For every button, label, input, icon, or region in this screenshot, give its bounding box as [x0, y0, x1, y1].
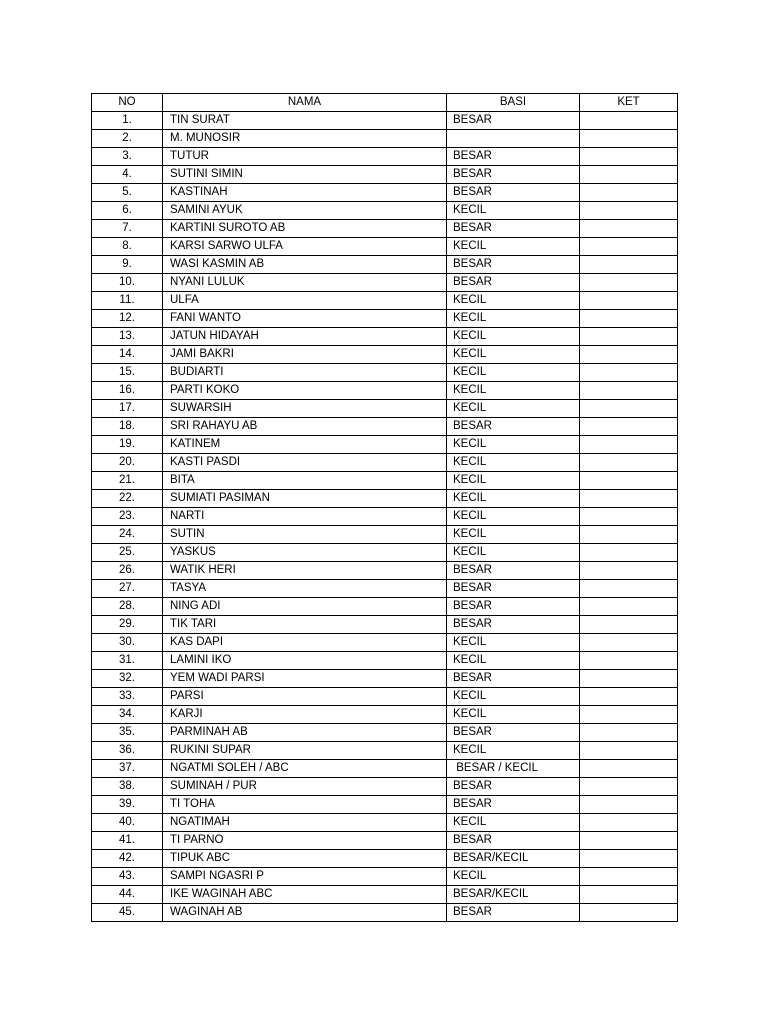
cell-ket	[580, 400, 678, 418]
cell-basi: KECIL	[447, 688, 580, 706]
cell-no: 40.	[92, 814, 163, 832]
cell-basi: KECIL	[447, 382, 580, 400]
cell-ket	[580, 850, 678, 868]
cell-no: 34.	[92, 706, 163, 724]
cell-basi: BESAR	[447, 670, 580, 688]
cell-basi: BESAR	[447, 220, 580, 238]
cell-basi: BESAR	[447, 778, 580, 796]
cell-ket	[580, 814, 678, 832]
table-row	[92, 274, 678, 292]
header-ket: KET	[580, 94, 678, 112]
cell-basi: KECIL	[447, 310, 580, 328]
cell-no: 20.	[92, 454, 163, 472]
table-row	[92, 706, 678, 724]
cell-nama: BUDIARTI	[163, 364, 447, 382]
cell-basi: BESAR	[447, 418, 580, 436]
cell-no: 28.	[92, 598, 163, 616]
cell-basi: KECIL	[447, 508, 580, 526]
cell-nama: WASI KASMIN AB	[163, 256, 447, 274]
cell-no: 45.	[92, 904, 163, 922]
cell-no: 41.	[92, 832, 163, 850]
cell-ket	[580, 454, 678, 472]
cell-ket	[580, 184, 678, 202]
table-row	[92, 400, 678, 418]
cell-nama: PARTI KOKO	[163, 382, 447, 400]
cell-no: 22.	[92, 490, 163, 508]
cell-no: 9.	[92, 256, 163, 274]
table-row	[92, 202, 678, 220]
table-row	[92, 904, 678, 922]
cell-ket	[580, 310, 678, 328]
cell-basi: BESAR	[447, 580, 580, 598]
table-row	[92, 832, 678, 850]
cell-ket	[580, 292, 678, 310]
cell-ket	[580, 112, 678, 130]
cell-basi: KECIL	[447, 814, 580, 832]
cell-nama: PARSI	[163, 688, 447, 706]
cell-ket	[580, 868, 678, 886]
table-row	[92, 184, 678, 202]
cell-no: 16.	[92, 382, 163, 400]
cell-basi: KECIL	[447, 364, 580, 382]
cell-nama: KATINEM	[163, 436, 447, 454]
cell-nama: SUMINAH / PUR	[163, 778, 447, 796]
cell-nama: KASTINAH	[163, 184, 447, 202]
cell-ket	[580, 580, 678, 598]
cell-nama: KASTI PASDI	[163, 454, 447, 472]
cell-ket	[580, 148, 678, 166]
cell-nama: NGATMI SOLEH / ABC	[163, 760, 447, 778]
cell-basi: KECIL	[447, 202, 580, 220]
table-row	[92, 670, 678, 688]
cell-no: 37.	[92, 760, 163, 778]
table-row	[92, 292, 678, 310]
cell-basi: BESAR	[447, 148, 580, 166]
cell-basi: BESAR/KECIL	[447, 850, 580, 868]
cell-nama: KAS DAPI	[163, 634, 447, 652]
cell-ket	[580, 706, 678, 724]
table-row	[92, 166, 678, 184]
cell-no: 17.	[92, 400, 163, 418]
table-row	[92, 472, 678, 490]
cell-basi: BESAR	[447, 904, 580, 922]
cell-ket	[580, 670, 678, 688]
cell-nama: WATIK HERI	[163, 562, 447, 580]
cell-no: 2.	[92, 130, 163, 148]
cell-no: 29.	[92, 616, 163, 634]
header-basi: BASI	[447, 94, 580, 112]
cell-ket	[580, 796, 678, 814]
cell-nama: TI TOHA	[163, 796, 447, 814]
cell-no: 36.	[92, 742, 163, 760]
table-row	[92, 310, 678, 328]
cell-ket	[580, 346, 678, 364]
cell-basi: KECIL	[447, 238, 580, 256]
cell-nama: SUTIN	[163, 526, 447, 544]
cell-no: 7.	[92, 220, 163, 238]
cell-no: 35.	[92, 724, 163, 742]
table-row	[92, 760, 678, 778]
table-row	[92, 814, 678, 832]
cell-ket	[580, 220, 678, 238]
table-body	[92, 112, 678, 922]
cell-no: 8.	[92, 238, 163, 256]
cell-nama: ULFA	[163, 292, 447, 310]
cell-no: 24.	[92, 526, 163, 544]
cell-ket	[580, 202, 678, 220]
table-row	[92, 868, 678, 886]
cell-no: 6.	[92, 202, 163, 220]
cell-ket	[580, 508, 678, 526]
cell-basi: KECIL	[447, 652, 580, 670]
cell-basi: KECIL	[447, 490, 580, 508]
cell-basi	[447, 130, 580, 148]
cell-ket	[580, 832, 678, 850]
document-sheet	[91, 93, 677, 922]
table-row	[92, 886, 678, 904]
header-nama: NAMA	[163, 94, 447, 112]
cell-nama: WAGINAH AB	[163, 904, 447, 922]
cell-basi: BESAR	[447, 832, 580, 850]
table-row	[92, 562, 678, 580]
cell-nama: FANI WANTO	[163, 310, 447, 328]
cell-ket	[580, 166, 678, 184]
cell-basi: BESAR	[447, 616, 580, 634]
cell-basi: BESAR	[447, 724, 580, 742]
cell-basi: BESAR	[447, 796, 580, 814]
cell-basi: KECIL	[447, 400, 580, 418]
cell-no: 25.	[92, 544, 163, 562]
cell-nama: RUKINI SUPAR	[163, 742, 447, 760]
cell-no: 11.	[92, 292, 163, 310]
cell-ket	[580, 238, 678, 256]
cell-nama: LAMINI IKO	[163, 652, 447, 670]
table-row	[92, 634, 678, 652]
table-row	[92, 778, 678, 796]
table-row	[92, 598, 678, 616]
cell-nama: SRI RAHAYU AB	[163, 418, 447, 436]
cell-no: 10.	[92, 274, 163, 292]
cell-no: 43.	[92, 868, 163, 886]
cell-nama: TIPUK ABC	[163, 850, 447, 868]
cell-no: 44.	[92, 886, 163, 904]
table-row	[92, 544, 678, 562]
cell-nama: NING ADI	[163, 598, 447, 616]
cell-no: 12.	[92, 310, 163, 328]
cell-ket	[580, 382, 678, 400]
table-row	[92, 328, 678, 346]
cell-ket	[580, 436, 678, 454]
table-row	[92, 220, 678, 238]
cell-no: 27.	[92, 580, 163, 598]
cell-ket	[580, 688, 678, 706]
cell-nama: SUWARSIH	[163, 400, 447, 418]
cell-basi: KECIL	[447, 706, 580, 724]
table-row	[92, 148, 678, 166]
cell-no: 3.	[92, 148, 163, 166]
cell-ket	[580, 616, 678, 634]
cell-no: 13.	[92, 328, 163, 346]
cell-nama: TIK TARI	[163, 616, 447, 634]
cell-nama: IKE WAGINAH ABC	[163, 886, 447, 904]
cell-ket	[580, 652, 678, 670]
cell-ket	[580, 742, 678, 760]
cell-ket	[580, 328, 678, 346]
cell-nama: NARTI	[163, 508, 447, 526]
table-row	[92, 490, 678, 508]
cell-nama: TASYA	[163, 580, 447, 598]
header-row	[92, 94, 678, 112]
table-row	[92, 508, 678, 526]
cell-no: 19.	[92, 436, 163, 454]
table-row	[92, 724, 678, 742]
cell-ket	[580, 472, 678, 490]
table-row	[92, 130, 678, 148]
cell-nama: SUTINI SIMIN	[163, 166, 447, 184]
cell-nama: NYANI LULUK	[163, 274, 447, 292]
cell-basi: KECIL	[447, 544, 580, 562]
cell-basi: BESAR	[447, 112, 580, 130]
cell-no: 33.	[92, 688, 163, 706]
cell-nama: TIN SURAT	[163, 112, 447, 130]
cell-ket	[580, 634, 678, 652]
cell-basi: KECIL	[447, 868, 580, 886]
cell-basi: KECIL	[447, 328, 580, 346]
cell-nama: SAMPI NGASRI P	[163, 868, 447, 886]
table-row	[92, 238, 678, 256]
cell-nama: KARSI SARWO ULFA	[163, 238, 447, 256]
cell-nama: SUMIATI PASIMAN	[163, 490, 447, 508]
cell-nama: BITA	[163, 472, 447, 490]
cell-nama: JATUN HIDAYAH	[163, 328, 447, 346]
cell-nama: YEM WADI PARSI	[163, 670, 447, 688]
cell-no: 5.	[92, 184, 163, 202]
cell-ket	[580, 256, 678, 274]
table-row	[92, 652, 678, 670]
cell-no: 14.	[92, 346, 163, 364]
header-no: NO	[92, 94, 163, 112]
cell-nama: PARMINAH AB	[163, 724, 447, 742]
cell-ket	[580, 274, 678, 292]
table-row	[92, 616, 678, 634]
cell-basi: KECIL	[447, 292, 580, 310]
cell-ket	[580, 760, 678, 778]
cell-no: 32.	[92, 670, 163, 688]
cell-no: 39.	[92, 796, 163, 814]
cell-no: 31.	[92, 652, 163, 670]
cell-ket	[580, 778, 678, 796]
table-row	[92, 364, 678, 382]
cell-no: 4.	[92, 166, 163, 184]
cell-basi: BESAR	[447, 166, 580, 184]
cell-basi: BESAR / KECIL	[447, 760, 580, 778]
cell-ket	[580, 562, 678, 580]
cell-nama: KARJI	[163, 706, 447, 724]
cell-ket	[580, 526, 678, 544]
table-row	[92, 526, 678, 544]
table-row	[92, 436, 678, 454]
cell-basi: KECIL	[447, 346, 580, 364]
cell-ket	[580, 364, 678, 382]
cell-basi: BESAR	[447, 274, 580, 292]
cell-ket	[580, 130, 678, 148]
table-row	[92, 796, 678, 814]
cell-basi: KECIL	[447, 742, 580, 760]
cell-nama: NGATIMAH	[163, 814, 447, 832]
cell-no: 26.	[92, 562, 163, 580]
cell-ket	[580, 724, 678, 742]
cell-ket	[580, 598, 678, 616]
table-row	[92, 454, 678, 472]
cell-basi: BESAR	[447, 562, 580, 580]
cell-ket	[580, 904, 678, 922]
table-row	[92, 418, 678, 436]
cell-ket	[580, 544, 678, 562]
cell-ket	[580, 490, 678, 508]
cell-no: 1.	[92, 112, 163, 130]
cell-basi: KECIL	[447, 526, 580, 544]
cell-nama: SAMINI AYUK	[163, 202, 447, 220]
table-row	[92, 742, 678, 760]
table-row	[92, 112, 678, 130]
cell-no: 30.	[92, 634, 163, 652]
cell-nama: YASKUS	[163, 544, 447, 562]
cell-nama: TUTUR	[163, 148, 447, 166]
cell-basi: KECIL	[447, 472, 580, 490]
cell-basi: BESAR/KECIL	[447, 886, 580, 904]
cell-no: 15.	[92, 364, 163, 382]
table-row	[92, 580, 678, 598]
cell-ket	[580, 886, 678, 904]
cell-no: 18.	[92, 418, 163, 436]
table-row	[92, 688, 678, 706]
table-row	[92, 850, 678, 868]
cell-basi: KECIL	[447, 634, 580, 652]
cell-basi: BESAR	[447, 598, 580, 616]
table-row	[92, 256, 678, 274]
cell-no: 42.	[92, 850, 163, 868]
table-row	[92, 346, 678, 364]
cell-basi: BESAR	[447, 256, 580, 274]
cell-nama: KARTINI SUROTO AB	[163, 220, 447, 238]
cell-ket	[580, 418, 678, 436]
cell-nama: M. MUNOSIR	[163, 130, 447, 148]
table-row	[92, 382, 678, 400]
cell-basi: BESAR	[447, 184, 580, 202]
cell-no: 23.	[92, 508, 163, 526]
cell-nama: TI PARNO	[163, 832, 447, 850]
cell-no: 38.	[92, 778, 163, 796]
cell-basi: KECIL	[447, 436, 580, 454]
cell-basi: KECIL	[447, 454, 580, 472]
cell-nama: JAMI BAKRI	[163, 346, 447, 364]
data-table	[91, 93, 678, 922]
cell-no: 21.	[92, 472, 163, 490]
